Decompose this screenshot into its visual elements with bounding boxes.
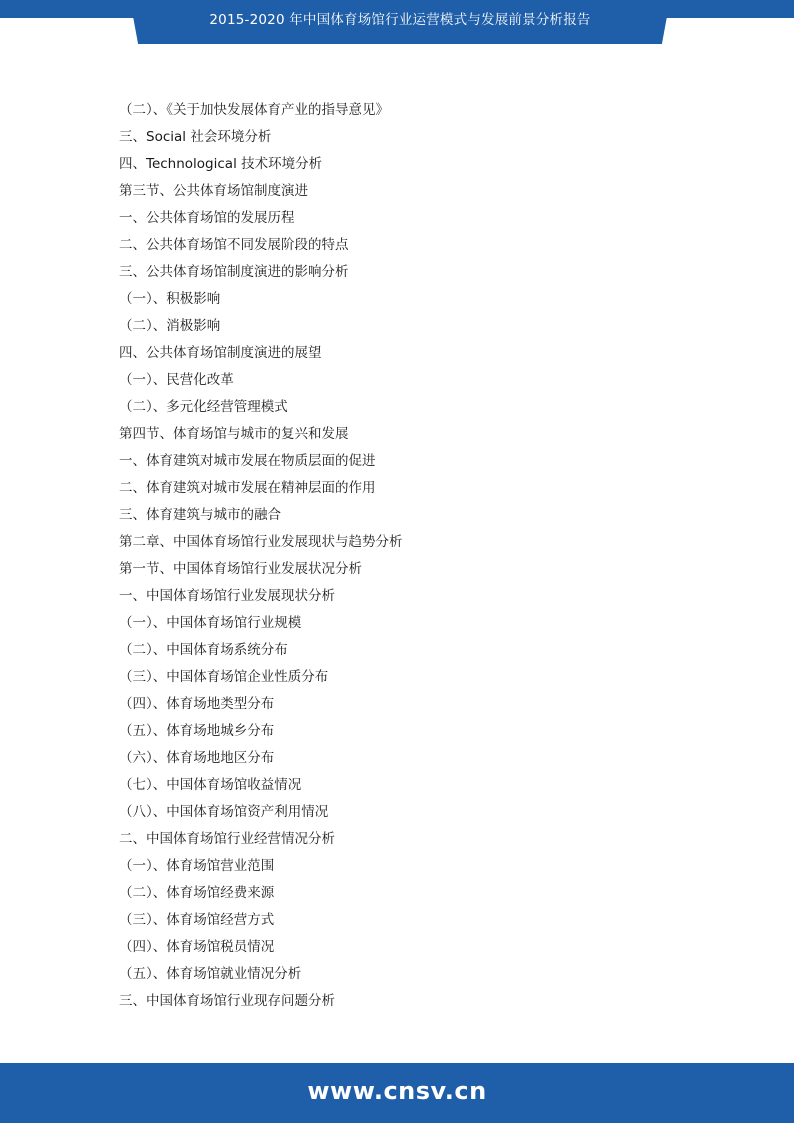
toc-entry: （一）、民营化改革 [119, 372, 234, 388]
toc-entry: 二、中国体育场馆行业经营情况分析 [119, 831, 335, 847]
toc-entry: （二）、中国体育场系统分布 [119, 642, 288, 658]
toc-entry: 三、中国体育场馆行业现存问题分析 [119, 993, 335, 1009]
toc-entry: （二）、多元化经营管理模式 [119, 399, 288, 415]
toc-entry: （六）、体育场地地区分布 [119, 750, 275, 766]
toc-entry: 二、体育建筑对城市发展在精神层面的作用 [119, 480, 376, 496]
report-title: 2015-2020 年中国体育场馆行业运营模式与发展前景分析报告 [209, 12, 591, 28]
toc-entry: 一、中国体育场馆行业发展现状分析 [119, 588, 335, 604]
toc-entry: （三）、中国体育场馆企业性质分布 [119, 669, 329, 685]
toc-entry: （二）、《关于加快发展体育产业的指导意见》 [119, 102, 389, 118]
toc-entry: （八）、中国体育场馆资产利用情况 [119, 804, 329, 820]
toc-entry: 第二章、中国体育场馆行业发展现状与趋势分析 [119, 534, 403, 550]
toc-entry: 三、公共体育场馆制度演进的影响分析 [119, 264, 349, 280]
toc-entry: （一）、积极影响 [119, 291, 221, 307]
toc-entry: 第四节、体育场馆与城市的复兴和发展 [119, 426, 349, 442]
toc-entry: （二）、体育场馆经费来源 [119, 885, 275, 901]
toc-entry: 一、体育建筑对城市发展在物质层面的促进 [119, 453, 376, 469]
table-of-contents [119, 97, 719, 1015]
toc-entry: 一、公共体育场馆的发展历程 [119, 210, 295, 226]
toc-entry: （五）、体育场地城乡分布 [119, 723, 275, 739]
toc-entry: 三、体育建筑与城市的融合 [119, 507, 281, 523]
toc-entry: （七）、中国体育场馆收益情况 [119, 777, 302, 793]
toc-entry: 第三节、公共体育场馆制度演进 [119, 183, 308, 199]
toc-entry: 第一节、中国体育场馆行业发展状况分析 [119, 561, 362, 577]
toc-entry: （五）、体育场馆就业情况分析 [119, 966, 302, 982]
toc-entry: （四）、体育场地类型分布 [119, 696, 275, 712]
toc-entry: 四、公共体育场馆制度演进的展望 [119, 345, 322, 361]
toc-entry: （三）、体育场馆经营方式 [119, 912, 275, 928]
toc-entry: （一）、中国体育场馆行业规模 [119, 615, 302, 631]
footer-website-url: www.cnsv.cn [307, 1077, 487, 1105]
toc-entry: 二、公共体育场馆不同发展阶段的特点 [119, 237, 349, 253]
toc-entry: 四、Technological 技术环境分析 [119, 156, 323, 172]
toc-entry: （二）、消极影响 [119, 318, 221, 334]
toc-entry: 三、Social 社会环境分析 [119, 129, 272, 145]
toc-entry: （一）、体育场馆营业范围 [119, 858, 275, 874]
toc-entry: （四）、体育场馆税员情况 [119, 939, 275, 955]
